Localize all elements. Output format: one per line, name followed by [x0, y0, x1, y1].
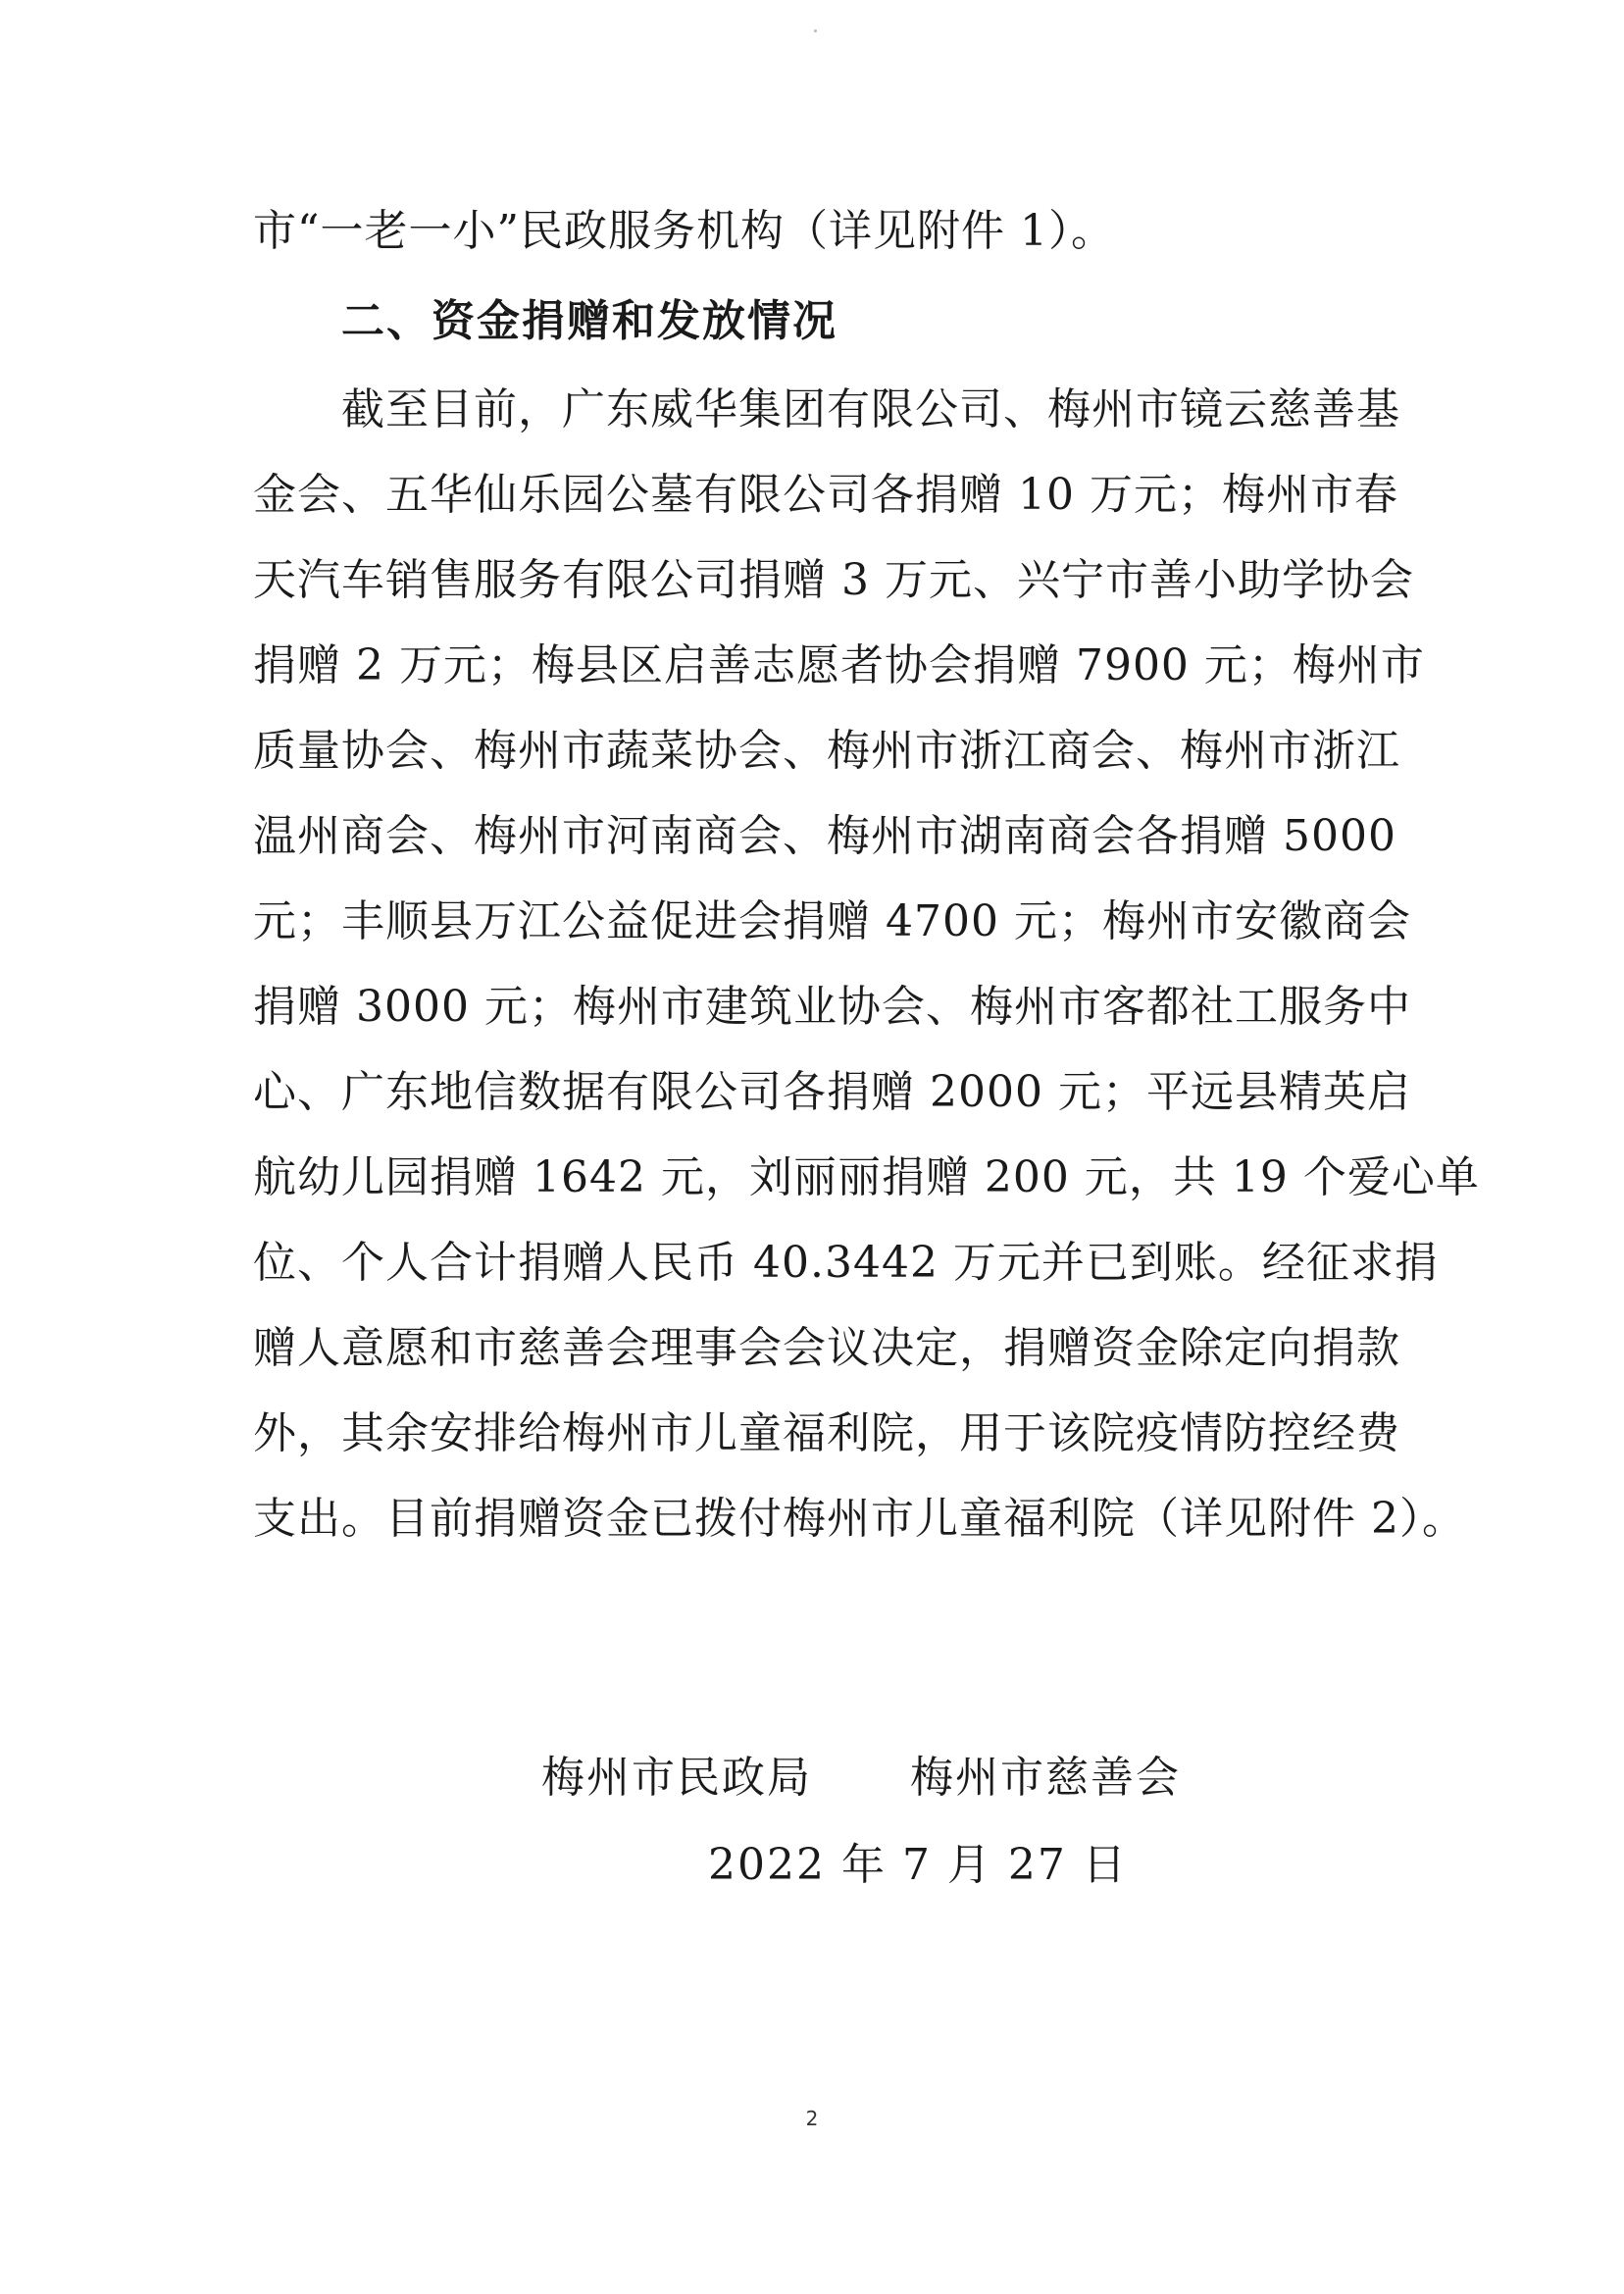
paragraph-line: 赠人意愿和市慈善会理事会会议决定，捐赠资金除定向捐款	[253, 1323, 1400, 1373]
section-heading: 二、资金捐赠和发放情况	[341, 296, 837, 346]
signature-org-charity: 梅州市慈善会	[910, 1753, 1181, 1803]
paragraph-line: 捐赠 3000 元；梅州市建筑业协会、梅州市客都社工服务中	[253, 982, 1411, 1032]
paragraph-line: 截至目前，广东威华集团有限公司、梅州市镜云慈善基	[341, 384, 1400, 434]
paragraph-line: 金会、五华仙乐园公墓有限公司各捐赠 10 万元；梅州市春	[253, 470, 1398, 520]
paragraph-line: 外，其余安排给梅州市儿童福利院，用于该院疫情防控经费	[253, 1408, 1400, 1458]
paragraph-line: 质量协会、梅州市蔬菜协会、梅州市浙江商会、梅州市浙江	[253, 726, 1400, 776]
signature-date: 2022 年 7 月 27 日	[708, 1840, 1128, 1890]
opening-line: 市“一老一小”民政服务机构（详见附件 1）。	[253, 206, 1115, 256]
signature-org-civil-affairs: 梅州市民政局	[541, 1753, 812, 1803]
page-number: 2	[805, 2107, 819, 2130]
paragraph-line: 捐赠 2 万元；梅县区启善志愿者协会捐赠 7900 元；梅州市	[253, 640, 1425, 690]
paragraph-line: 支出。目前捐赠资金已拨付梅州市儿童福利院（详见附件 2）。	[253, 1494, 1466, 1544]
paragraph-line: 航幼儿园捐赠 1642 元，刘丽丽捐赠 200 元，共 19 个爱心单	[253, 1152, 1480, 1202]
scan-speck	[814, 29, 817, 32]
paragraph-line: 天汽车销售服务有限公司捐赠 3 万元、兴宁市善小助学协会	[253, 555, 1414, 605]
paragraph-line: 元；丰顺县万江公益促进会捐赠 4700 元；梅州市安徽商会	[253, 896, 1411, 946]
paragraph-line: 心、广东地信数据有限公司各捐赠 2000 元；平远县精英启	[253, 1067, 1411, 1117]
paragraph-line: 位、个人合计捐赠人民币 40.3442 万元并已到账。经征求捐	[253, 1238, 1439, 1288]
paragraph-line: 温州商会、梅州市河南商会、梅州市湖南商会各捐赠 5000	[253, 811, 1396, 861]
